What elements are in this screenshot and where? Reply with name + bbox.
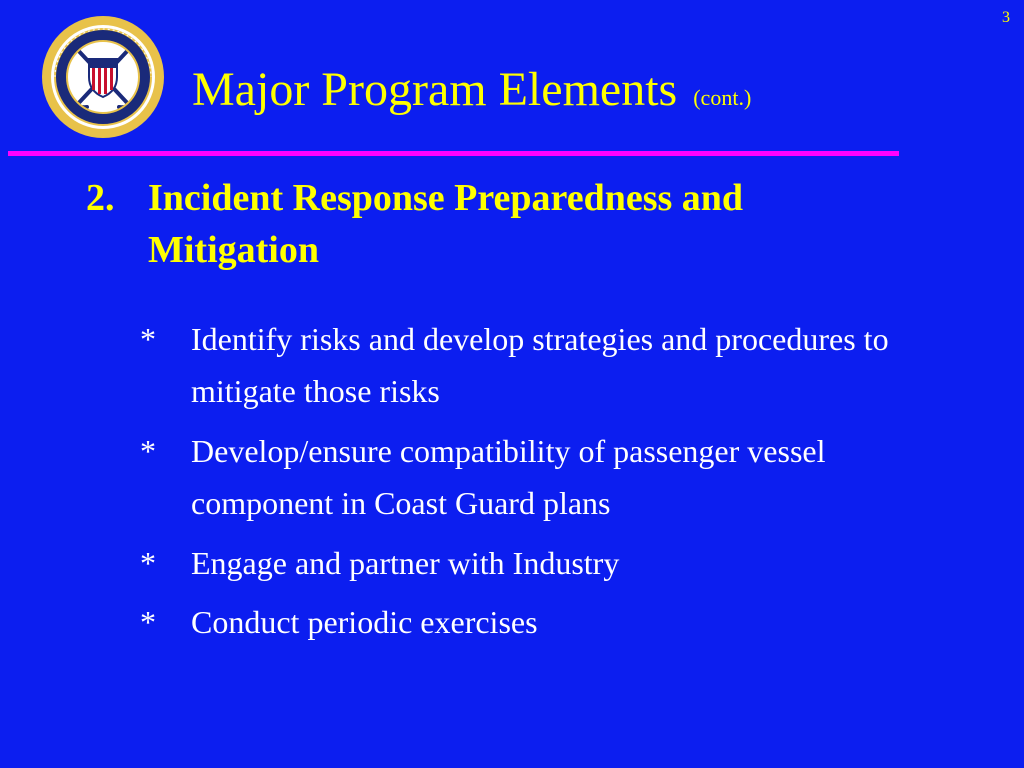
bullet-text: Conduct periodic exercises: [191, 604, 538, 640]
list-item: [140, 425, 900, 529]
page-title: [192, 62, 751, 126]
bullet-marker: *: [140, 604, 156, 640]
title-divider: [8, 151, 899, 156]
section-heading: Incident Response Preparedness and Mitigation: [148, 177, 744, 271]
bullet-marker: *: [140, 545, 156, 581]
list-item: [140, 596, 900, 648]
coast-guard-seal-icon: [41, 15, 165, 139]
bullet-text: Engage and partner with Industry: [191, 545, 620, 581]
bullet-text: Develop/ensure compatibility of passenger vessel component in Coast Guard plans: [191, 433, 826, 521]
title-suffix: (cont.): [693, 85, 752, 110]
list-item: [140, 313, 900, 417]
section-number: 2.: [86, 177, 115, 219]
page-number: 3: [1002, 9, 1010, 26]
title-text: Major Program Elements: [192, 63, 678, 116]
list-item: [140, 537, 900, 589]
bullet-marker: *: [140, 433, 156, 469]
bullet-marker: *: [140, 321, 156, 357]
bullet-text: Identify risks and develop strategies and procedures to mitigate those risks: [191, 321, 889, 409]
